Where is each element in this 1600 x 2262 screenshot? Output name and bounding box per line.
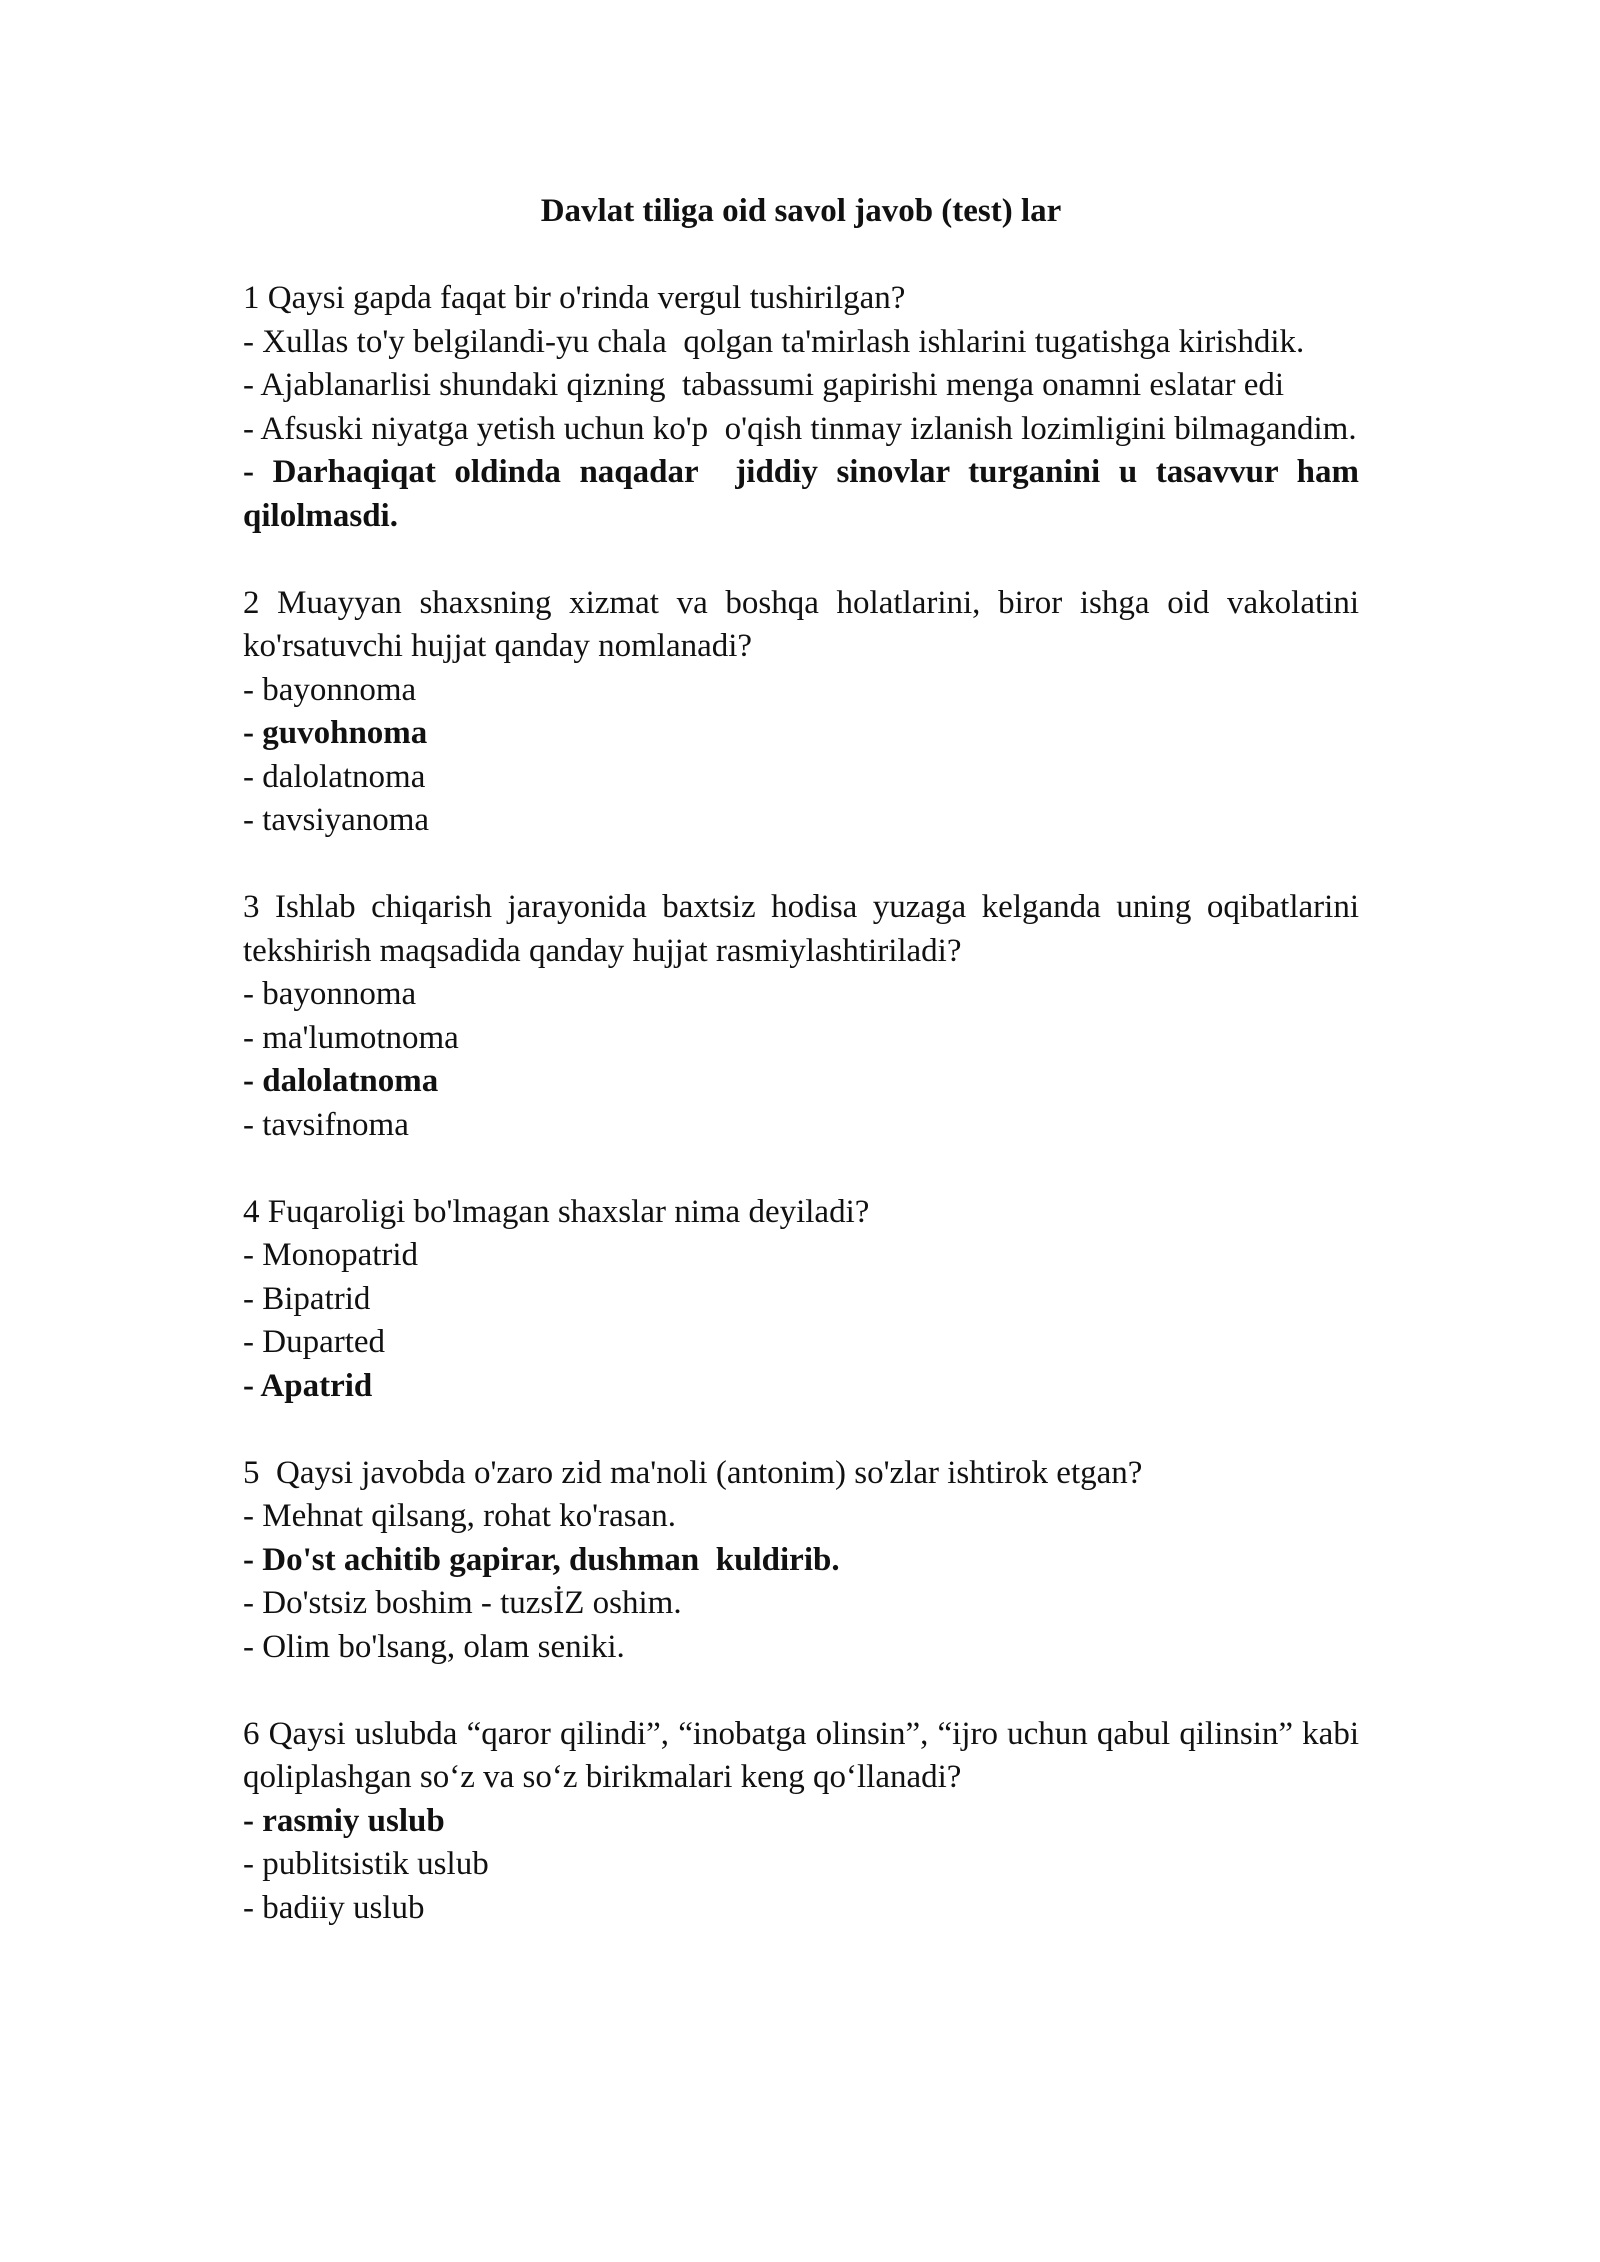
answer-option-correct: - guvohnoma: [243, 715, 428, 751]
answer-option: - Do'stsiz boshim - tuzsİZ oshim.: [243, 1585, 682, 1621]
answer-option: - Xullas to'y belgilandi-yu chala qolgan ta'mirlash ishlarini tugatishga kirishdik.: [243, 323, 1305, 360]
answer-option-correct: - Darhaqiqat oldinda naqadar jiddiy sinovlar turganini u tasavvur ham qilolmasdi.: [243, 454, 1368, 534]
answer-option: - Bipatrid: [243, 1280, 371, 1317]
answer-option: - Monopatrid: [243, 1237, 419, 1273]
question-4: [243, 1191, 1359, 1409]
answer-option: - Olim bo'lsang, olam seniki.: [243, 1628, 625, 1665]
question-text: 2 Muayyan shaxsning xizmat va boshqa holatlarini, biror ishga oid vakolatini ko'rsatuvchi hujjat qanday nomlanadi?: [243, 584, 1368, 664]
answer-option: - ma'lumotnoma: [243, 1019, 459, 1056]
question-text: 6 Qaysi uslubda “qaror qilindi”, “inobatga olinsin”, “ijro uchun qabul qilinsin” kabi qoliplashgan so‘z va so‘z birikmalari keng qo‘llanadi?: [243, 1715, 1368, 1795]
document-page: [243, 190, 1368, 1974]
answer-option: - Duparted: [243, 1324, 386, 1360]
document-title: Davlat tiliga oid savol javob (test) lar: [540, 193, 1062, 229]
answer-option-correct: - Apatrid: [243, 1367, 373, 1404]
answer-option: - Mehnat qilsang, rohat ko'rasan.: [243, 1498, 676, 1534]
answer-option: - bayonnoma: [243, 976, 417, 1012]
question-3: [243, 886, 1368, 1147]
answer-option: - bayonnoma: [243, 671, 417, 708]
answer-option-correct: - dalolatnoma: [243, 1063, 439, 1099]
question-6: [243, 1713, 1368, 1931]
answer-option: - dalolatnoma: [243, 758, 426, 795]
question-text: 1 Qaysi gapda faqat bir o'rinda vergul tushirilgan?: [243, 280, 906, 316]
question-text: 5 Qaysi javobda o'zaro zid ma'noli (antonim) so'zlar ishtirok etgan?: [243, 1454, 1143, 1491]
question-5: [243, 1452, 1359, 1670]
answer-option-correct: - rasmiy uslub: [243, 1802, 445, 1839]
question-1: [243, 277, 1368, 538]
question-2: [243, 582, 1368, 843]
question-text: 3 Ishlab chiqarish jarayonida baxtsiz hodisa yuzaga kelganda uning oqibatlarini tekshirish maqsadida qanday hujjat rasmiylashtiriladi?: [243, 889, 1368, 969]
answer-option: - badiiy uslub: [243, 1889, 425, 1926]
answer-option: - Afsuski niyatga yetish uchun ko'p o'qish tinmay izlanish lozimligini bilmagandim.: [243, 410, 1357, 447]
answer-option: - tavsiyanoma: [243, 802, 430, 838]
answer-option: - publitsistik uslub: [243, 1846, 489, 1882]
answer-option-correct: - Do'st achitib gapirar, dushman kuldirib.: [243, 1541, 840, 1578]
answer-option: - Ajablanarlisi shundaki qizning tabassumi gapirishi menga onamni eslatar edi: [243, 367, 1285, 403]
answer-option: - tavsifnoma: [243, 1106, 409, 1143]
question-text: 4 Fuqaroligi bo'lmagan shaxslar nima deyiladi?: [243, 1193, 870, 1230]
